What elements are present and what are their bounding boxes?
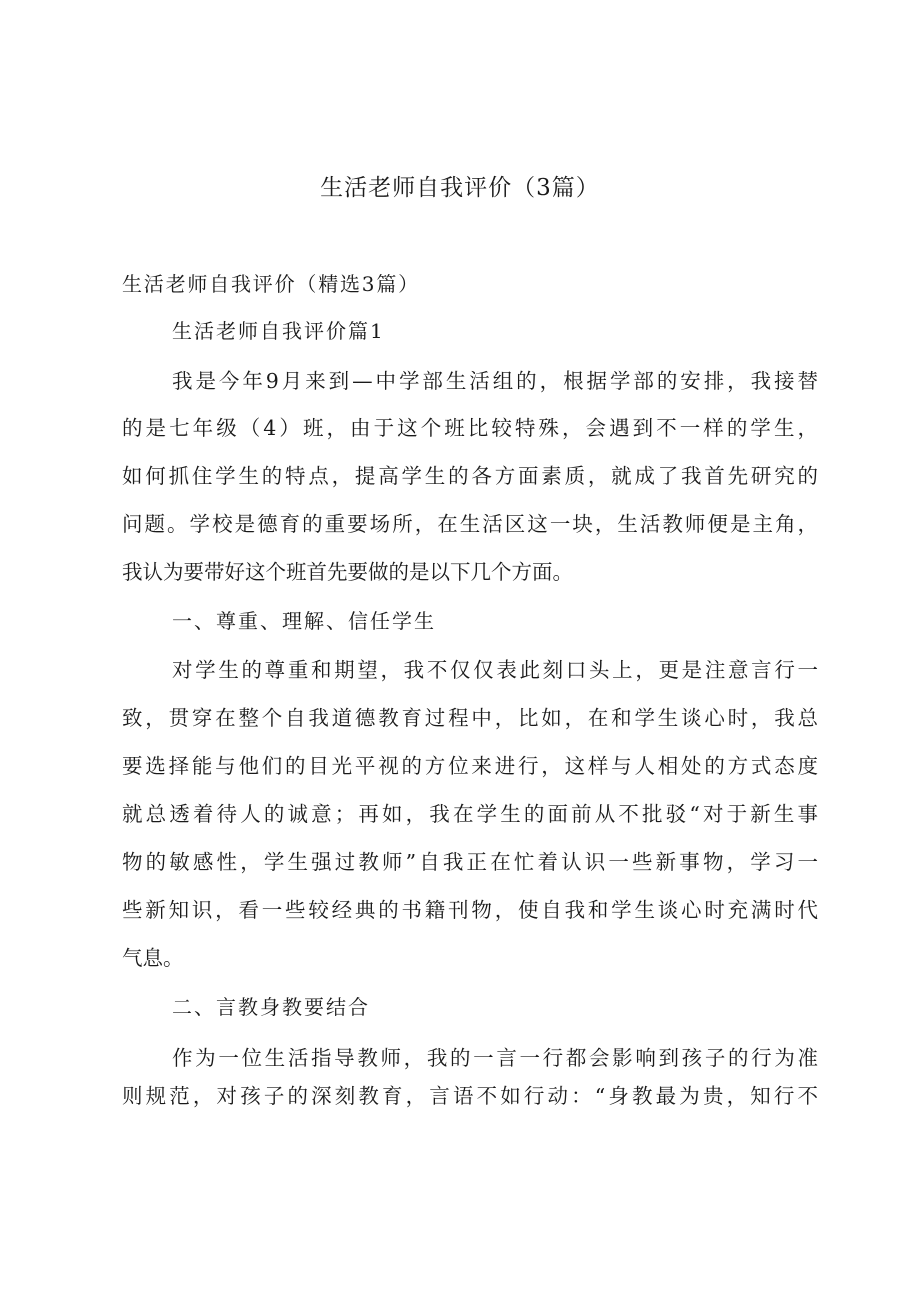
point-1-heading: 一、尊重、理解、信任学生	[172, 609, 436, 633]
paragraph-1-line: 如何抓住学生的特点，提高学生的各方面素质，就成了我首先研究的	[122, 464, 818, 488]
paragraph-2-line: 气息。	[122, 946, 184, 970]
point-2-heading: 二、言教身教要结合	[172, 995, 370, 1019]
paragraph-3-line: 则规范，对孩子的深刻教育，言语不如行动：“身教最为贵，知行不	[122, 1084, 818, 1108]
document-title: 生活老师自我评价（3篇）	[320, 175, 600, 201]
paragraph-2-line: 要选择能与他们的目光平视的方位来进行，这样与人相处的方式态度	[122, 754, 818, 778]
paragraph-2-line: 致，贯穿在整个自我道德教育过程中，比如，在和学生谈心时，我总	[122, 706, 818, 730]
paragraph-2-line: 物的敏感性，学生强过教师”自我正在忙着认识一些新事物，学习一	[122, 850, 818, 874]
paragraph-1-line: 我认为要带好这个班首先要做的是以下几个方面。	[122, 560, 573, 584]
paragraph-1-line: 我是今年9月来到—中学部生活组的，根据学部的安排，我接替	[172, 369, 818, 393]
paragraph-2-line: 就总透着待人的诚意；再如，我在学生的面前从不批驳“对于新生事	[122, 802, 818, 826]
document-subtitle: 生活老师自我评价（精选3篇）	[122, 272, 420, 296]
paragraph-1-line: 的是七年级（4）班，由于这个班比较特殊，会遇到不一样的学生，	[122, 416, 818, 440]
paragraph-2-line: 些新知识，看一些较经典的书籍刊物，使自我和学生谈心时充满时代	[122, 898, 818, 922]
paragraph-3-line: 作为一位生活指导教师，我的一言一行都会影响到孩子的行为准	[172, 1046, 818, 1070]
paragraph-2-line: 对学生的尊重和期望，我不仅仅表此刻口头上，更是注意言行一	[172, 658, 818, 682]
section-heading: 生活老师自我评价篇1	[172, 319, 385, 343]
paragraph-1-line: 问题。学校是德育的重要场所，在生活区这一块，生活教师便是主角，	[122, 512, 818, 536]
